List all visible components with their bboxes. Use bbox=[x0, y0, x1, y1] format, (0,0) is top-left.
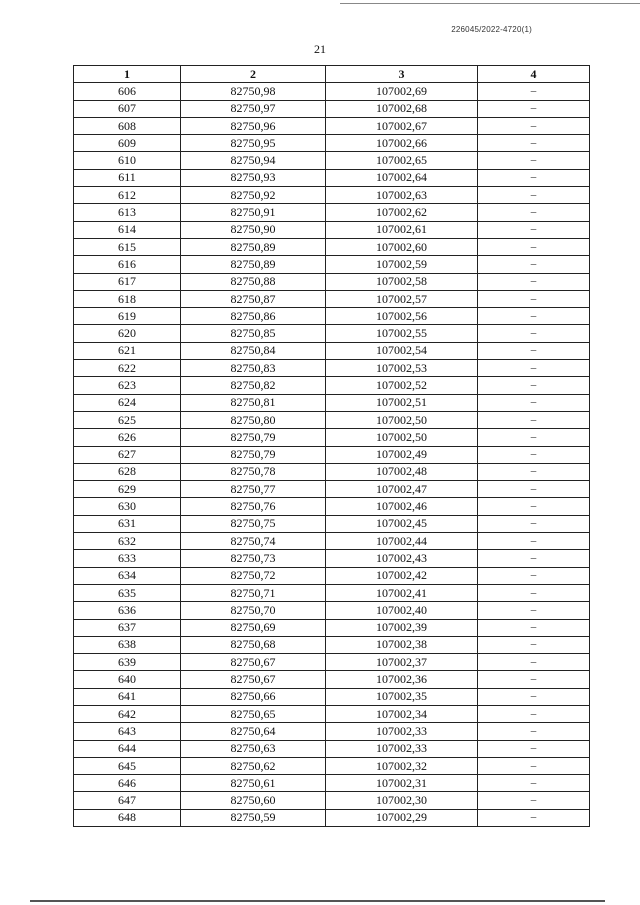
y-coordinate-cell: 107002,33 bbox=[326, 723, 478, 740]
column-header: 4 bbox=[478, 66, 590, 83]
point-number-cell: 642 bbox=[74, 705, 181, 722]
point-number-cell: 621 bbox=[74, 342, 181, 359]
table-row bbox=[74, 671, 590, 688]
y-coordinate-cell: 107002,29 bbox=[326, 809, 478, 826]
x-coordinate-cell: 82750,97 bbox=[181, 100, 326, 117]
x-coordinate-cell: 82750,65 bbox=[181, 705, 326, 722]
point-number-cell: 628 bbox=[74, 463, 181, 480]
point-number-cell: 632 bbox=[74, 533, 181, 550]
note-cell: – bbox=[478, 342, 590, 359]
table-row bbox=[74, 498, 590, 515]
note-cell: – bbox=[478, 654, 590, 671]
x-coordinate-cell: 82750,74 bbox=[181, 533, 326, 550]
table-row bbox=[74, 809, 590, 826]
x-coordinate-cell: 82750,82 bbox=[181, 377, 326, 394]
y-coordinate-cell: 107002,37 bbox=[326, 654, 478, 671]
y-coordinate-cell: 107002,53 bbox=[326, 360, 478, 377]
table-row bbox=[74, 567, 590, 584]
x-coordinate-cell: 82750,79 bbox=[181, 446, 326, 463]
table-row bbox=[74, 740, 590, 757]
note-cell: – bbox=[478, 619, 590, 636]
column-header: 3 bbox=[326, 66, 478, 83]
point-number-cell: 630 bbox=[74, 498, 181, 515]
x-coordinate-cell: 82750,60 bbox=[181, 792, 326, 809]
y-coordinate-cell: 107002,40 bbox=[326, 602, 478, 619]
y-coordinate-cell: 107002,69 bbox=[326, 83, 478, 100]
point-number-cell: 629 bbox=[74, 481, 181, 498]
point-number-cell: 638 bbox=[74, 636, 181, 653]
x-coordinate-cell: 82750,64 bbox=[181, 723, 326, 740]
point-number-cell: 644 bbox=[74, 740, 181, 757]
table-row bbox=[74, 169, 590, 186]
y-coordinate-cell: 107002,46 bbox=[326, 498, 478, 515]
table-row bbox=[74, 446, 590, 463]
x-coordinate-cell: 82750,79 bbox=[181, 429, 326, 446]
x-coordinate-cell: 82750,83 bbox=[181, 360, 326, 377]
note-cell: – bbox=[478, 377, 590, 394]
x-coordinate-cell: 82750,72 bbox=[181, 567, 326, 584]
y-coordinate-cell: 107002,30 bbox=[326, 792, 478, 809]
y-coordinate-cell: 107002,48 bbox=[326, 463, 478, 480]
note-cell: – bbox=[478, 308, 590, 325]
top-rule bbox=[340, 3, 640, 4]
x-coordinate-cell: 82750,91 bbox=[181, 204, 326, 221]
page-number: 21 bbox=[314, 42, 326, 56]
table-row bbox=[74, 238, 590, 255]
note-cell: – bbox=[478, 567, 590, 584]
x-coordinate-cell: 82750,71 bbox=[181, 584, 326, 601]
note-cell: – bbox=[478, 705, 590, 722]
table-row bbox=[74, 723, 590, 740]
table-row bbox=[74, 775, 590, 792]
point-number-cell: 606 bbox=[74, 83, 181, 100]
note-cell: – bbox=[478, 256, 590, 273]
note-cell: – bbox=[478, 688, 590, 705]
note-cell: – bbox=[478, 325, 590, 342]
x-coordinate-cell: 82750,66 bbox=[181, 688, 326, 705]
y-coordinate-cell: 107002,47 bbox=[326, 481, 478, 498]
y-coordinate-cell: 107002,36 bbox=[326, 671, 478, 688]
note-cell: – bbox=[478, 809, 590, 826]
column-header: 1 bbox=[74, 66, 181, 83]
y-coordinate-cell: 107002,44 bbox=[326, 533, 478, 550]
y-coordinate-cell: 107002,35 bbox=[326, 688, 478, 705]
y-coordinate-cell: 107002,65 bbox=[326, 152, 478, 169]
note-cell: – bbox=[478, 83, 590, 100]
point-number-cell: 625 bbox=[74, 411, 181, 428]
x-coordinate-cell: 82750,86 bbox=[181, 308, 326, 325]
table-row bbox=[74, 481, 590, 498]
table-row bbox=[74, 100, 590, 117]
table-row bbox=[74, 654, 590, 671]
point-number-cell: 623 bbox=[74, 377, 181, 394]
point-number-cell: 633 bbox=[74, 550, 181, 567]
note-cell: – bbox=[478, 584, 590, 601]
x-coordinate-cell: 82750,88 bbox=[181, 273, 326, 290]
y-coordinate-cell: 107002,58 bbox=[326, 273, 478, 290]
point-number-cell: 637 bbox=[74, 619, 181, 636]
note-cell: – bbox=[478, 169, 590, 186]
point-number-cell: 627 bbox=[74, 446, 181, 463]
header-row bbox=[74, 66, 590, 83]
table-row bbox=[74, 515, 590, 532]
table-row bbox=[74, 308, 590, 325]
table-row bbox=[74, 377, 590, 394]
x-coordinate-cell: 82750,68 bbox=[181, 636, 326, 653]
note-cell: – bbox=[478, 515, 590, 532]
point-number-cell: 624 bbox=[74, 394, 181, 411]
x-coordinate-cell: 82750,69 bbox=[181, 619, 326, 636]
y-coordinate-cell: 107002,67 bbox=[326, 117, 478, 134]
point-number-cell: 641 bbox=[74, 688, 181, 705]
y-coordinate-cell: 107002,52 bbox=[326, 377, 478, 394]
x-coordinate-cell: 82750,87 bbox=[181, 290, 326, 307]
note-cell: – bbox=[478, 135, 590, 152]
note-cell: – bbox=[478, 446, 590, 463]
point-number-cell: 634 bbox=[74, 567, 181, 584]
table-row bbox=[74, 325, 590, 342]
point-number-cell: 609 bbox=[74, 135, 181, 152]
x-coordinate-cell: 82750,67 bbox=[181, 671, 326, 688]
y-coordinate-cell: 107002,61 bbox=[326, 221, 478, 238]
point-number-cell: 614 bbox=[74, 221, 181, 238]
point-number-cell: 635 bbox=[74, 584, 181, 601]
point-number-cell: 648 bbox=[74, 809, 181, 826]
point-number-cell: 639 bbox=[74, 654, 181, 671]
note-cell: – bbox=[478, 463, 590, 480]
table-body bbox=[74, 83, 590, 827]
x-coordinate-cell: 82750,59 bbox=[181, 809, 326, 826]
x-coordinate-cell: 82750,80 bbox=[181, 411, 326, 428]
point-number-cell: 643 bbox=[74, 723, 181, 740]
point-number-cell: 620 bbox=[74, 325, 181, 342]
x-coordinate-cell: 82750,61 bbox=[181, 775, 326, 792]
table-row bbox=[74, 705, 590, 722]
note-cell: – bbox=[478, 360, 590, 377]
x-coordinate-cell: 82750,70 bbox=[181, 602, 326, 619]
table-row bbox=[74, 221, 590, 238]
y-coordinate-cell: 107002,63 bbox=[326, 187, 478, 204]
document-number: 226045/2022-4720(1) bbox=[451, 25, 532, 34]
note-cell: – bbox=[478, 723, 590, 740]
y-coordinate-cell: 107002,60 bbox=[326, 238, 478, 255]
y-coordinate-cell: 107002,34 bbox=[326, 705, 478, 722]
table-row bbox=[74, 584, 590, 601]
x-coordinate-cell: 82750,75 bbox=[181, 515, 326, 532]
point-number-cell: 613 bbox=[74, 204, 181, 221]
x-coordinate-cell: 82750,89 bbox=[181, 256, 326, 273]
point-number-cell: 647 bbox=[74, 792, 181, 809]
y-coordinate-cell: 107002,33 bbox=[326, 740, 478, 757]
y-coordinate-cell: 107002,66 bbox=[326, 135, 478, 152]
table-row bbox=[74, 360, 590, 377]
note-cell: – bbox=[478, 550, 590, 567]
point-number-cell: 615 bbox=[74, 238, 181, 255]
point-number-cell: 612 bbox=[74, 187, 181, 204]
table-row bbox=[74, 187, 590, 204]
table-row bbox=[74, 602, 590, 619]
note-cell: – bbox=[478, 204, 590, 221]
note-cell: – bbox=[478, 429, 590, 446]
x-coordinate-cell: 82750,81 bbox=[181, 394, 326, 411]
point-number-cell: 622 bbox=[74, 360, 181, 377]
table-row bbox=[74, 757, 590, 774]
table-row bbox=[74, 792, 590, 809]
x-coordinate-cell: 82750,85 bbox=[181, 325, 326, 342]
table-row bbox=[74, 394, 590, 411]
note-cell: – bbox=[478, 238, 590, 255]
x-coordinate-cell: 82750,90 bbox=[181, 221, 326, 238]
x-coordinate-cell: 82750,89 bbox=[181, 238, 326, 255]
table-row bbox=[74, 117, 590, 134]
y-coordinate-cell: 107002,45 bbox=[326, 515, 478, 532]
note-cell: – bbox=[478, 775, 590, 792]
table-row bbox=[74, 429, 590, 446]
y-coordinate-cell: 107002,31 bbox=[326, 775, 478, 792]
table-row bbox=[74, 83, 590, 100]
table-row bbox=[74, 533, 590, 550]
note-cell: – bbox=[478, 481, 590, 498]
x-coordinate-cell: 82750,76 bbox=[181, 498, 326, 515]
x-coordinate-cell: 82750,78 bbox=[181, 463, 326, 480]
y-coordinate-cell: 107002,41 bbox=[326, 584, 478, 601]
point-number-cell: 607 bbox=[74, 100, 181, 117]
note-cell: – bbox=[478, 273, 590, 290]
y-coordinate-cell: 107002,51 bbox=[326, 394, 478, 411]
y-coordinate-cell: 107002,39 bbox=[326, 619, 478, 636]
note-cell: – bbox=[478, 290, 590, 307]
point-number-cell: 631 bbox=[74, 515, 181, 532]
note-cell: – bbox=[478, 533, 590, 550]
note-cell: – bbox=[478, 498, 590, 515]
note-cell: – bbox=[478, 100, 590, 117]
y-coordinate-cell: 107002,54 bbox=[326, 342, 478, 359]
note-cell: – bbox=[478, 221, 590, 238]
note-cell: – bbox=[478, 757, 590, 774]
table-row bbox=[74, 290, 590, 307]
note-cell: – bbox=[478, 740, 590, 757]
y-coordinate-cell: 107002,50 bbox=[326, 411, 478, 428]
point-number-cell: 611 bbox=[74, 169, 181, 186]
x-coordinate-cell: 82750,95 bbox=[181, 135, 326, 152]
table-row bbox=[74, 619, 590, 636]
point-number-cell: 617 bbox=[74, 273, 181, 290]
point-number-cell: 619 bbox=[74, 308, 181, 325]
note-cell: – bbox=[478, 636, 590, 653]
x-coordinate-cell: 82750,92 bbox=[181, 187, 326, 204]
point-number-cell: 636 bbox=[74, 602, 181, 619]
point-number-cell: 645 bbox=[74, 757, 181, 774]
y-coordinate-cell: 107002,43 bbox=[326, 550, 478, 567]
table-row bbox=[74, 550, 590, 567]
table-row bbox=[74, 411, 590, 428]
table-row bbox=[74, 256, 590, 273]
table-row bbox=[74, 152, 590, 169]
table-header bbox=[74, 66, 590, 83]
y-coordinate-cell: 107002,68 bbox=[326, 100, 478, 117]
column-header: 2 bbox=[181, 66, 326, 83]
bottom-rule bbox=[30, 900, 605, 902]
note-cell: – bbox=[478, 671, 590, 688]
table-row bbox=[74, 636, 590, 653]
y-coordinate-cell: 107002,59 bbox=[326, 256, 478, 273]
y-coordinate-cell: 107002,42 bbox=[326, 567, 478, 584]
point-number-cell: 608 bbox=[74, 117, 181, 134]
y-coordinate-cell: 107002,50 bbox=[326, 429, 478, 446]
x-coordinate-cell: 82750,98 bbox=[181, 83, 326, 100]
point-number-cell: 610 bbox=[74, 152, 181, 169]
y-coordinate-cell: 107002,55 bbox=[326, 325, 478, 342]
x-coordinate-cell: 82750,77 bbox=[181, 481, 326, 498]
point-number-cell: 646 bbox=[74, 775, 181, 792]
x-coordinate-cell: 82750,62 bbox=[181, 757, 326, 774]
table-row bbox=[74, 688, 590, 705]
x-coordinate-cell: 82750,73 bbox=[181, 550, 326, 567]
y-coordinate-cell: 107002,64 bbox=[326, 169, 478, 186]
x-coordinate-cell: 82750,67 bbox=[181, 654, 326, 671]
y-coordinate-cell: 107002,56 bbox=[326, 308, 478, 325]
y-coordinate-cell: 107002,49 bbox=[326, 446, 478, 463]
x-coordinate-cell: 82750,96 bbox=[181, 117, 326, 134]
note-cell: – bbox=[478, 411, 590, 428]
x-coordinate-cell: 82750,84 bbox=[181, 342, 326, 359]
table-row bbox=[74, 204, 590, 221]
y-coordinate-cell: 107002,38 bbox=[326, 636, 478, 653]
table-row bbox=[74, 463, 590, 480]
table-row bbox=[74, 135, 590, 152]
note-cell: – bbox=[478, 394, 590, 411]
y-coordinate-cell: 107002,62 bbox=[326, 204, 478, 221]
point-number-cell: 616 bbox=[74, 256, 181, 273]
table-row bbox=[74, 342, 590, 359]
x-coordinate-cell: 82750,94 bbox=[181, 152, 326, 169]
point-number-cell: 626 bbox=[74, 429, 181, 446]
point-number-cell: 618 bbox=[74, 290, 181, 307]
note-cell: – bbox=[478, 187, 590, 204]
y-coordinate-cell: 107002,32 bbox=[326, 757, 478, 774]
x-coordinate-cell: 82750,63 bbox=[181, 740, 326, 757]
point-number-cell: 640 bbox=[74, 671, 181, 688]
note-cell: – bbox=[478, 792, 590, 809]
x-coordinate-cell: 82750,93 bbox=[181, 169, 326, 186]
note-cell: – bbox=[478, 152, 590, 169]
note-cell: – bbox=[478, 117, 590, 134]
table-row bbox=[74, 273, 590, 290]
coordinates-table bbox=[73, 65, 590, 827]
note-cell: – bbox=[478, 602, 590, 619]
y-coordinate-cell: 107002,57 bbox=[326, 290, 478, 307]
